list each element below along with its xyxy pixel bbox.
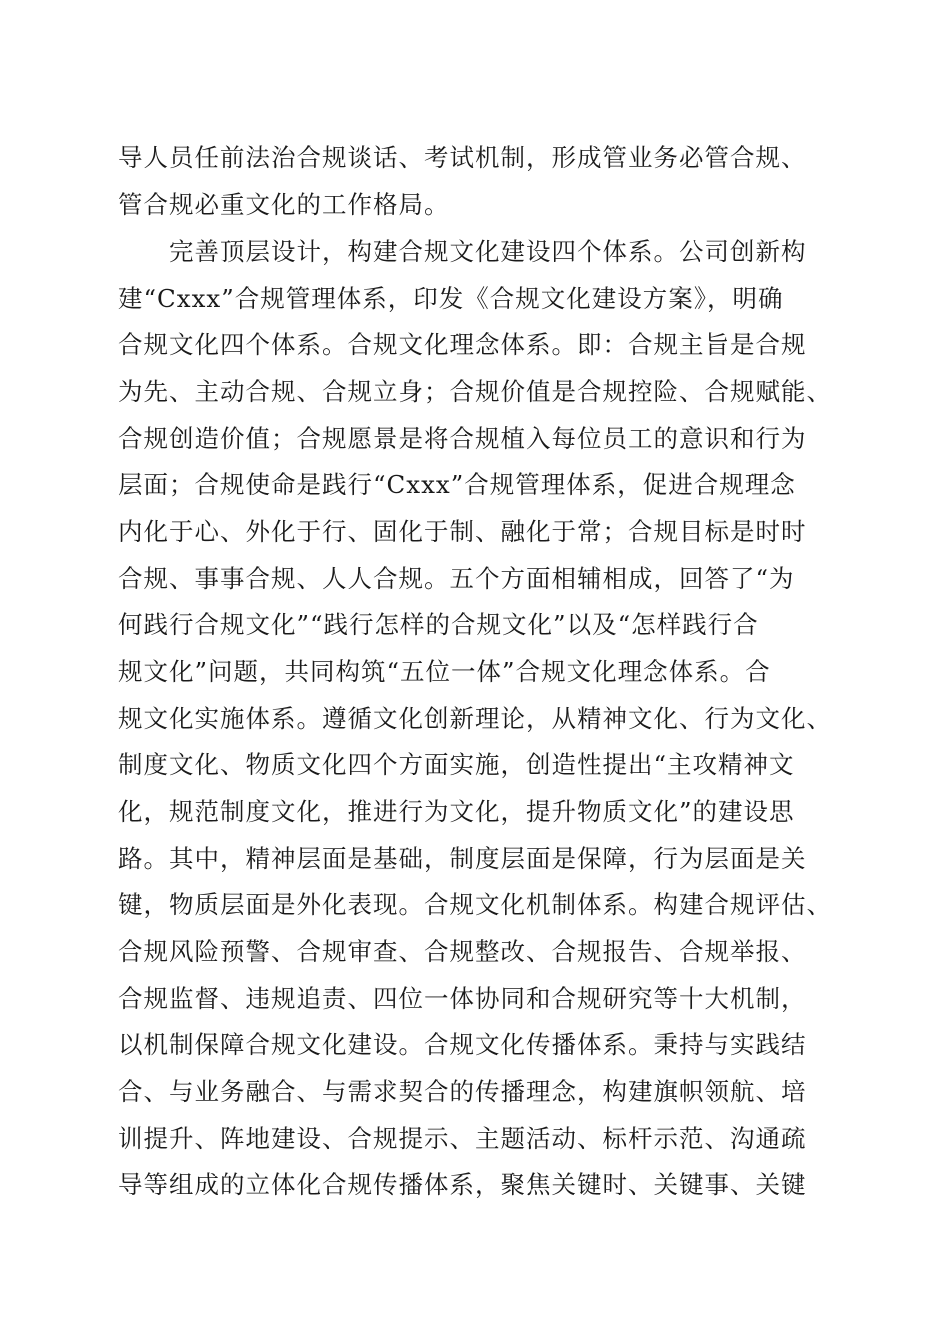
text-line: 合规、事事合规、人人合规。五个方面相辅相成，回答了“为 — [118, 564, 795, 593]
text-line: 制度文化、物质文化四个方面实施，创造性提出“主攻精神文 — [118, 750, 795, 779]
text-line: 为先、主动合规、合规立身；合规价值是合规控险、合规赋能、 — [118, 377, 832, 406]
text-line: 规文化实施体系。遵循文化创新理论，从精神文化、行为文化、 — [118, 704, 832, 733]
text-line: 管合规必重文化的工作格局。 — [118, 190, 450, 219]
text-line: 内化于心、外化于行、固化于制、融化于常；合规目标是时时 — [118, 517, 807, 546]
text-line: 训提升、阵地建设、合规提示、主题活动、标杆示范、沟通疏 — [118, 1124, 807, 1153]
text-line: 层面；合规使命是践行“Cxxx”合规管理体系，促进合规理念 — [118, 470, 796, 499]
text-line: 何践行合规文化”“践行怎样的合规文化”以及“怎样践行合 — [118, 610, 759, 639]
text-line: 化，规范制度文化，推进行为文化，提升物质文化”的建设思 — [118, 797, 795, 826]
text-line: 合规文化四个体系。合规文化理念体系。即：合规主旨是合规 — [118, 330, 807, 359]
paragraph-start-line: 完善顶层设计，构建合规文化建设四个体系。公司创新构 — [118, 237, 807, 266]
text-line: 以机制保障合规文化建设。合规文化传播体系。秉持与实践结 — [118, 1030, 807, 1059]
text-line: 合、与业务融合、与需求契合的传播理念，构建旗帜领航、培 — [118, 1077, 807, 1106]
text-line: 导人员任前法治合规谈话、考试机制，形成管业务必管合规、 — [118, 143, 807, 172]
text-line: 合规风险预警、合规审查、合规整改、合规报告、合规举报、 — [118, 937, 807, 966]
text-line: 键，物质层面是外化表现。合规文化机制体系。构建合规评估、 — [118, 890, 832, 919]
text-line: 规文化”问题，共同构筑“五位一体”合规文化理念体系。合 — [118, 657, 771, 686]
text-line: 合规创造价值；合规愿景是将合规植入每位员工的意识和行为 — [118, 424, 807, 453]
text-line: 路。其中，精神层面是基础，制度层面是保障，行为层面是关 — [118, 844, 807, 873]
text-line: 导等组成的立体化合规传播体系，聚焦关键时、关键事、关键 — [118, 1170, 807, 1199]
text-line: 合规监督、违规追责、四位一体协同和合规研究等十大机制， — [118, 984, 807, 1013]
text-line: 建“Cxxx”合规管理体系，印发《合规文化建设方案》，明确 — [118, 284, 784, 313]
